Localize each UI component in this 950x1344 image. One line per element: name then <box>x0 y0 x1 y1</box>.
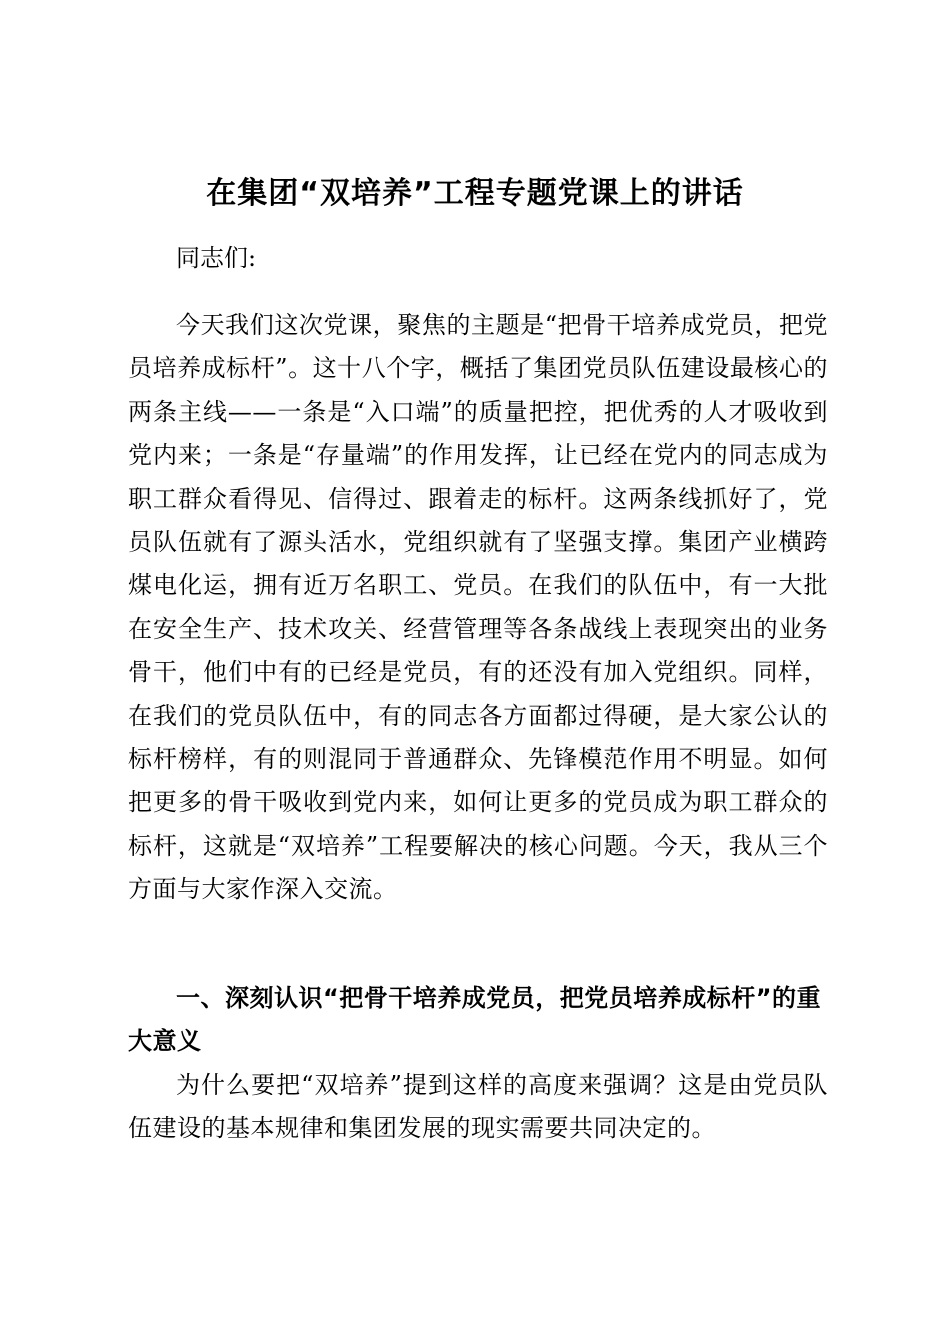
intro-paragraph: 今天我们这次党课，聚焦的主题是“把骨干培养成党员，把党员培养成标杆”。这十八个字，概括了集团党员队伍建设最核心的两条主线——一条是“入口端”的质量把控，把优秀的人才吸收到党内来；一条是“存量端”的作用发挥，让已经在党内的同志成为职工群众看得见、信得过、跟着走的标杆。这两条线抓好了，党员队伍就有了源头活水，党组织就有了坚强支撑。集团产业横跨煤电化运，拥有近万名职工、党员。在我们的队伍中，有一大批在安全生产、技术攻关、经营管理等各条战线上表现突出的业务骨干，他们中有的已经是党员，有的还没有加入党组织。同样，在我们的党员队伍中，有的同志各方面都过得硬，是大家公认的标杆榜样，有的则混同于普通群众、先锋模范作用不明显。如何把更多的骨干吸收到党内来，如何让更多的党员成为职工群众的标杆，这就是“双培养”工程要解决的核心问题。今天，我从三个方面与大家作深入交流。 <box>128 311 828 904</box>
document-title: 在集团“双培养”工程专题党课上的讲话 <box>206 176 744 211</box>
salutation: 同志们: <box>176 244 257 272</box>
section-1-paragraph: 为什么要把“双培养”提到这样的高度来强调？这是由党员队伍建设的基本规律和集团发展的现实需要共同决定的。 <box>128 1071 828 1143</box>
section-1-heading: 一、深刻认识“把骨干培养成党员，把党员培养成标杆”的重大意义 <box>128 984 822 1056</box>
